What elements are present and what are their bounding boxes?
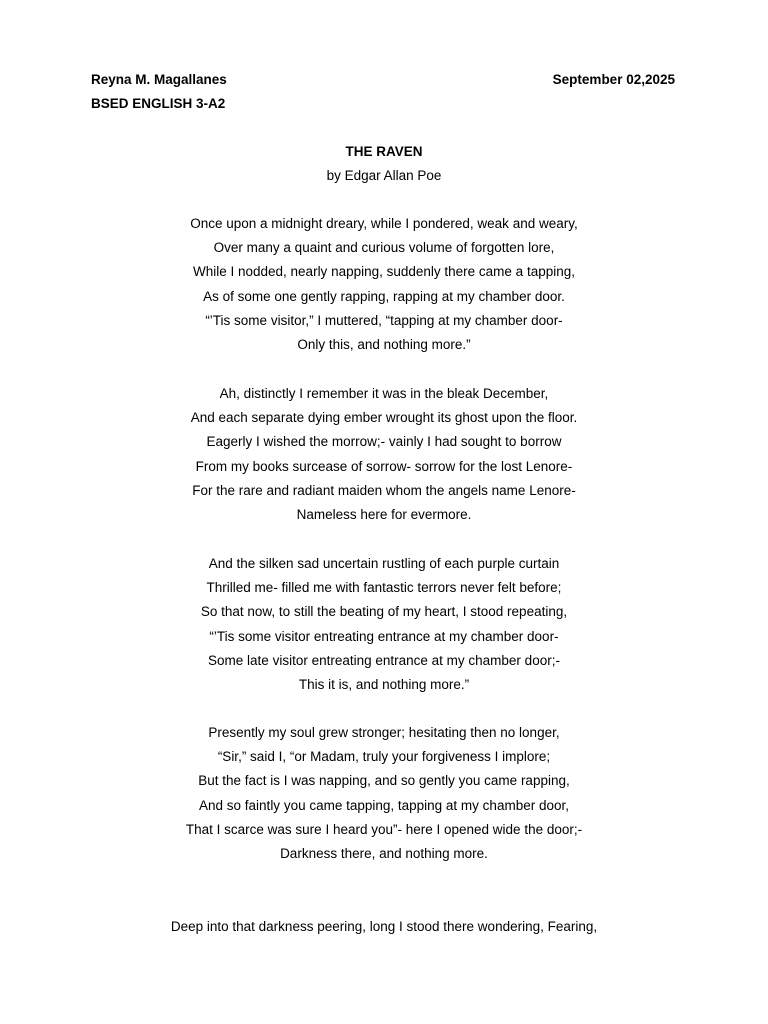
poem-line: Darkness there, and nothing more. xyxy=(280,846,488,862)
stanza-4 xyxy=(0,721,768,866)
poem-title: THE RAVEN xyxy=(345,144,423,159)
poem-line: Over many a quaint and curious volume of forgotten lore, xyxy=(213,240,555,256)
course-section: BSED ENGLISH 3-A2 xyxy=(91,96,226,111)
poem-line: But the fact is I was napping, and so gently you came rapping, xyxy=(198,773,570,789)
document-header xyxy=(91,72,675,90)
poem-line: And so faintly you came tapping, tapping at my chamber door, xyxy=(199,797,569,813)
poem-line: “Sir,” said I, “or Madam, truly your forgiveness I implore; xyxy=(217,749,551,765)
document-date: September 02,2025 xyxy=(552,72,675,87)
poem-byline: by Edgar Allan Poe xyxy=(326,168,442,183)
poem-line: For the rare and radiant maiden whom the angels name Lenore- xyxy=(192,482,576,498)
poem-line: While I nodded, nearly napping, suddenly there came a tapping, xyxy=(192,264,575,280)
poem-line: “’Tis some visitor entreating entrance at my chamber door- xyxy=(209,628,559,644)
poem-line: From my books surcease of sorrow- sorrow for the lost Lenore- xyxy=(195,458,573,474)
stanza-3 xyxy=(0,552,768,697)
poem-line: And each separate dying ember wrought its ghost upon the floor. xyxy=(190,410,578,426)
stanza-1 xyxy=(0,212,768,357)
author-name: Reyna M. Magallanes xyxy=(91,72,227,87)
poem-line: And the silken sad uncertain rustling of each purple curtain xyxy=(208,556,560,571)
poem-line: So that now, to still the beating of my heart, I stood repeating, xyxy=(200,604,568,620)
poem-line: As of some one gently rapping, rapping at my chamber door. xyxy=(203,288,565,304)
poem-line: Deep into that darkness peering, long I stood there wondering, Fearing, xyxy=(170,919,598,934)
poem-line: Presently my soul grew stronger; hesitating then no longer, xyxy=(208,725,560,740)
stanza-5 xyxy=(0,915,768,939)
poem-line: Eagerly I wished the morrow;- vainly I had sought to borrow xyxy=(206,434,562,450)
poem-line: That I scarce was sure I heard you”- here I opened wide the door;- xyxy=(185,821,583,837)
stanza-2 xyxy=(0,382,768,527)
poem-line: Some late visitor entreating entrance at my chamber door;- xyxy=(208,652,560,668)
poem-line: Nameless here for evermore. xyxy=(296,507,472,523)
poem-line: Only this, and nothing more.” xyxy=(297,337,471,353)
poem-line: Ah, distinctly I remember it was in the bleak December, xyxy=(219,386,549,401)
poem-line: Thrilled me- filled me with fantastic terrors never felt before; xyxy=(206,580,562,596)
poem-line: Once upon a midnight dreary, while I pondered, weak and weary, xyxy=(190,216,578,231)
poem-line: “’Tis some visitor,” I muttered, “tapping at my chamber door- xyxy=(205,312,563,328)
poem-line: This it is, and nothing more.” xyxy=(298,677,470,693)
